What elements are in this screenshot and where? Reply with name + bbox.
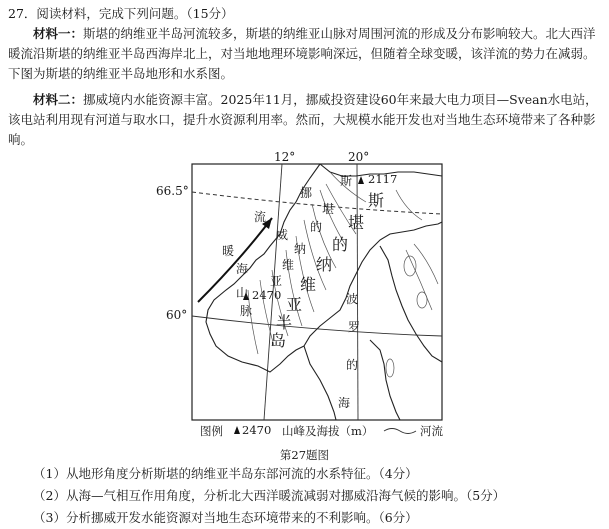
- label-peak-north: 2117: [368, 172, 398, 186]
- sub-question-2: （2）从海—气相互作用角度，分析北大西洋暖流减弱对挪威沿海气候的影响。（5分）: [33, 488, 506, 503]
- legend-river-icon: [384, 429, 416, 434]
- label-lat-665: 66.5°: [156, 184, 189, 198]
- label-scand-small-4: 纳: [294, 242, 307, 256]
- material-one-text: 斯堪的纳维亚半岛河流较多，斯堪的纳维亚山脉对周围河流的形成及分布影响较大。北大西洋暖流沿斯堪的纳维亚半岛西海岸北上，对当地地理环境影响深远，但随着全球变暖，该洋流的势力在减弱。下图为斯堪的纳维亚半岛地形和水系图。: [8, 26, 596, 81]
- label-scand-1: 斯: [368, 191, 385, 210]
- label-scand-2: 堪: [348, 213, 365, 232]
- label-mountain-3: 亚: [270, 274, 283, 288]
- label-lat-60: 60°: [166, 308, 188, 322]
- label-norway-1: 挪: [300, 186, 313, 200]
- label-scand-small-1: 斯: [340, 174, 353, 188]
- label-baltic-2: 罗: [348, 320, 361, 334]
- legend-peak-value: 2470: [242, 423, 272, 437]
- label-sea-west: 海: [236, 262, 249, 276]
- lake: [386, 359, 394, 377]
- river: [396, 190, 422, 220]
- label-scand-7: 半: [276, 313, 293, 332]
- label-scand-8: 岛: [270, 331, 287, 350]
- label-baltic-1: 波: [346, 292, 359, 306]
- label-baltic-3: 的: [346, 358, 359, 372]
- question-header: 27．阅读材料，完成下列问题。（15分）: [8, 6, 234, 21]
- south-sweden-coastline: [304, 346, 336, 420]
- label-scand-4: 纳: [316, 255, 333, 274]
- figure-caption: 第27题图: [279, 448, 330, 462]
- map-frame: [192, 164, 442, 420]
- scandinavia-map: [156, 150, 450, 440]
- material-two-text: 挪威境内水能资源丰富。2025年11月，挪威投资建设60年来最大电力项目—Svean水电站，该电站利用现有河道与取水口，提升水资源利用率。然而，大规模水能开发也对当地生态环境带来了各种影响。: [8, 92, 598, 147]
- river: [406, 250, 432, 310]
- label-lon-20: 20°: [348, 150, 370, 164]
- legend-title: 图例: [200, 424, 223, 438]
- parallel-60-line: [192, 316, 442, 336]
- label-scand-3: 的: [332, 235, 349, 254]
- river: [414, 244, 438, 284]
- label-scand-small-2: 堪: [322, 202, 335, 216]
- arctic-circle-line: [192, 192, 442, 214]
- sub-question-3: （3）分析挪威开发水能资源对当地生态环境带来的不利影响。（6分）: [33, 510, 418, 525]
- legend-peak-text: 山峰及海拔（m）: [282, 424, 374, 438]
- material-two-label: 材料二：: [33, 92, 84, 107]
- legend-peak-icon: [234, 426, 240, 434]
- label-scand-5: 维: [300, 275, 317, 294]
- legend-river-text: 河流: [420, 424, 443, 438]
- material-two: [8, 90, 600, 150]
- material-one-label: 材料一：: [33, 26, 84, 41]
- label-scand-small-5: 维: [282, 258, 295, 272]
- label-mountain-2: 脉: [240, 304, 253, 318]
- peak-icon-north: [358, 176, 364, 184]
- label-current-1: 暖: [222, 244, 235, 258]
- baltic-east-coastline: [370, 340, 400, 420]
- sub-question-1: （1）从地形角度分析斯堪的纳维亚半岛东部河流的水系特征。（4分）: [33, 466, 418, 481]
- material-one: [8, 24, 600, 84]
- finland-coastline: [380, 246, 442, 362]
- label-peak-south: 2470: [252, 288, 282, 302]
- label-scand-small-3: 的: [310, 220, 323, 234]
- lake: [417, 292, 427, 308]
- label-baltic-4: 海: [338, 396, 351, 410]
- label-scand-6: 亚: [286, 295, 303, 314]
- label-norway-2: 威: [276, 228, 289, 242]
- label-current-2: 流: [254, 210, 267, 224]
- label-mountain-1: 山: [236, 286, 249, 300]
- label-lon-12: 12°: [274, 150, 296, 164]
